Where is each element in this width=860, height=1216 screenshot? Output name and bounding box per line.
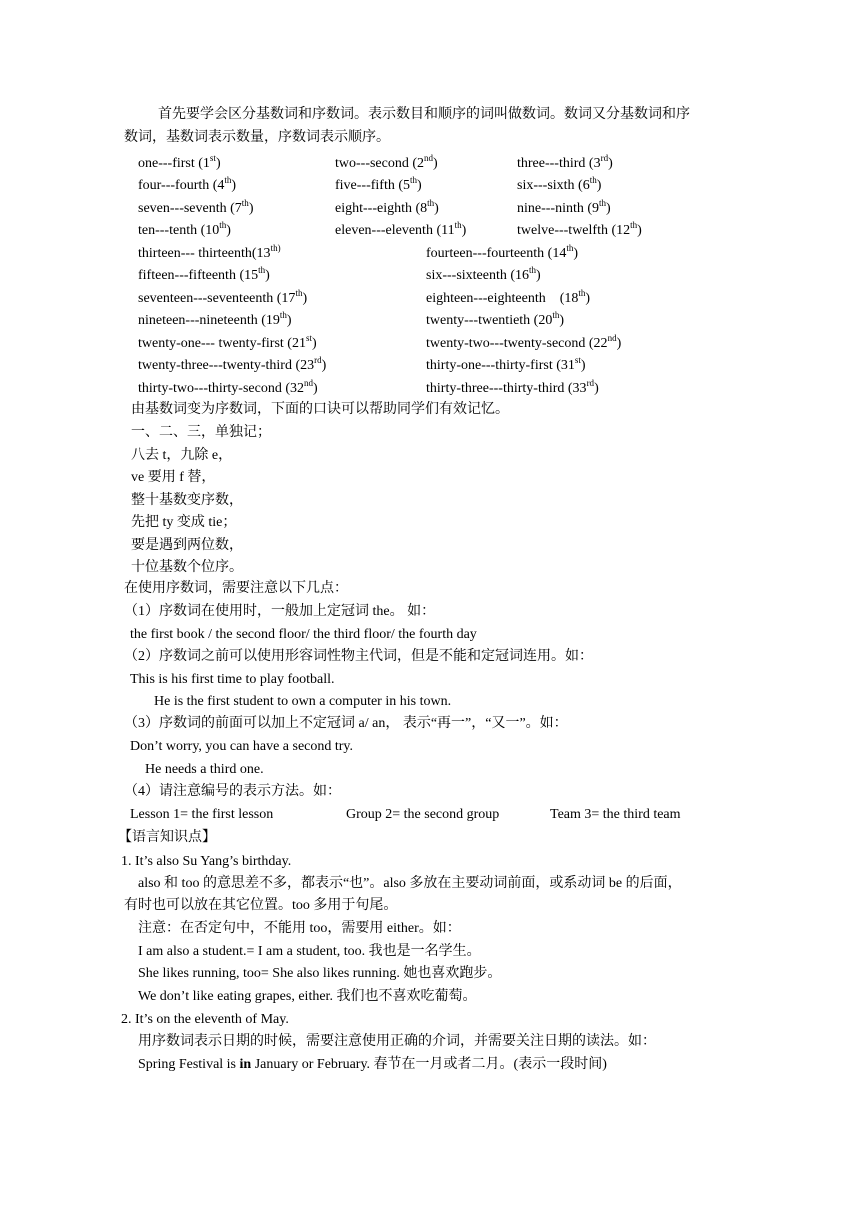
usage-point-1: （1）序数词在使用时，一般加上定冠词 the。 如： (124, 604, 436, 619)
ordinal-pair: fourteen---fourteenth (14th) (426, 243, 579, 261)
ordinal-pair: thirty-one---thirty-first (31st) (426, 355, 586, 373)
mnemonic-line: ve 要用 f 替， (131, 470, 216, 485)
ordinal-pair: twenty-one--- twenty-first (21st) (138, 333, 317, 351)
ordinal-pair: two---second (2nd) (335, 153, 438, 171)
ordinal-pair: twelve---twelfth (12th) (517, 220, 642, 238)
ordinal-pair: ten---tenth (10th) (138, 220, 231, 238)
usage-example: This is his first time to play football. (130, 672, 335, 687)
ordinal-pair: one---first (1st) (138, 153, 221, 171)
ordinal-pair: twenty---twentieth (20th) (426, 310, 565, 328)
ordinal-pair: nineteen---nineteenth (19th) (138, 310, 292, 328)
mnemonic-line: 十位基数个位序。 (131, 560, 243, 575)
ordinal-pair: seven---seventh (7th) (138, 198, 254, 216)
knowledge-example: Spring Festival is in January or February. 春节在一月或者二月。(表示一段时间) (138, 1057, 607, 1072)
knowledge-heading: 【语言知识点】 (118, 830, 216, 845)
usage-example: Don’t worry, you can have a second try. (130, 739, 354, 754)
ordinal-pair: thirteen--- $thirteenth(13^{th)}$ (138, 243, 281, 261)
ordinal-pair: thirty-two---thirty-second (32nd) (138, 378, 318, 396)
knowledge-text: also 和 too 的意思差不多，都表示“也”。also 多放在主要动词前面，或系动词 be 的后面， (138, 876, 682, 891)
ordinal-pair: fifteen---fifteenth (15th) (138, 265, 270, 283)
ordinal-pair: six---sixth (6th) (517, 175, 602, 193)
usage-example: Lesson 1= the first lesson (130, 807, 274, 822)
usage-point-3: （3）序数词的前面可以加上不定冠词 a/ an， 表示“再一”，“又一”。如： (124, 716, 568, 731)
knowledge-example: We don’t like eating grapes, either. 我们也不喜欢吃葡萄。 (138, 989, 477, 1004)
ordinal-pair: eight---eighth (8th) (335, 198, 439, 216)
ordinal-pair: four---fourth (4th) (138, 175, 237, 193)
ordinal-pair: nine---ninth (9th) (517, 198, 611, 216)
ordinal-pair: twenty-two---twenty-second (22nd) (426, 333, 622, 351)
ordinal-pair: five---fifth (5th) (335, 175, 422, 193)
ordinal-pair: three---third (3rd) (517, 153, 613, 171)
intro-line-1: 首先要学会区分基数词和序数词。表示数目和顺序的词叫做数词。数词又分基数词和序 (158, 107, 690, 122)
knowledge-item-1-title: 1. It’s also Su Yang’s birthday. (121, 854, 292, 869)
ordinal-pair: twenty-three---twenty-third (23rd) (138, 355, 327, 373)
knowledge-example: She likes running, too= She also likes running. 她也喜欢跑步。 (138, 966, 502, 981)
usage-example: He needs a third one. (145, 762, 264, 777)
knowledge-note: 注意：在否定句中，不能用 too，需要用 either。如： (138, 921, 461, 936)
mnemonic-intro: 由基数词变为序数词，下面的口诀可以帮助同学们有效记忆。 (131, 402, 509, 417)
ordinal-pair: eighteen---eighteenth (18th) (426, 288, 591, 306)
knowledge-text: 有时也可以放在其它位置。too 多用于句尾。 (124, 898, 398, 913)
knowledge-text: 用序数词表示日期的时候，需要注意使用正确的介词，并需要关注日期的读法。如： (138, 1034, 656, 1049)
intro-line-2: 数词，基数词表示数量，序数词表示顺序。 (124, 130, 390, 145)
usage-example: Team 3= the third team (550, 807, 681, 822)
usage-example: Group 2= the second group (346, 807, 500, 822)
mnemonic-line: 八去 t，九除 e， (131, 448, 233, 463)
mnemonic-line: 一、二、三，单独记； (131, 425, 271, 440)
ordinal-pair: seventeen---seventeenth (17th) (138, 288, 308, 306)
knowledge-example: I am also a student.= I am a student, too. 我也是一名学生。 (138, 944, 481, 959)
mnemonic-line: 要是遇到两位数， (131, 538, 243, 553)
ordinal-pair: six---sixteenth (16th) (426, 265, 541, 283)
usage-point-2: （2）序数词之前可以使用形容词性物主代词，但是不能和定冠词连用。如： (124, 649, 593, 664)
usage-point-4: （4）请注意编号的表示方法。如： (124, 784, 341, 799)
usage-heading: 在使用序数词，需要注意以下几点： (124, 581, 348, 596)
mnemonic-line: 整十基数变序数， (131, 493, 243, 508)
usage-example: the first book / the second floor/ the third floor/ the fourth day (130, 627, 477, 642)
knowledge-item-2-title: 2. It’s on the eleventh of May. (121, 1012, 289, 1027)
ordinal-pair: eleven---eleventh (11th) (335, 220, 467, 238)
mnemonic-line: 先把 ty 变成 tie； (131, 515, 237, 530)
usage-example: He is the first student to own a computer in his town. (154, 694, 452, 709)
ordinal-pair: thirty-three---thirty-third (33rd) (426, 378, 599, 396)
